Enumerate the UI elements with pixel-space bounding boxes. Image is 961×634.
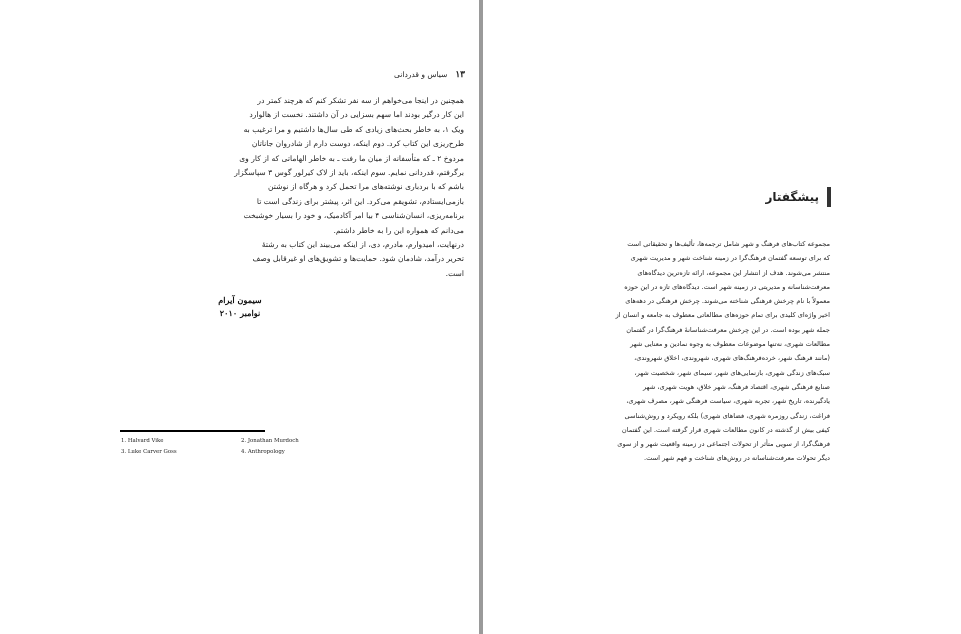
text-line: باشم که با بردباری نوشته‌های مرا تحمل کرد و هرگاه از نوشتن [268,182,464,192]
footnote: 3. Luke Carver Goss [121,449,177,455]
running-head-title: سیاس و قدردانی [394,70,448,79]
text-line: معمولاً با نام چرخش فرهنگی شناخته می‌شوند. چرخش فرهنگی در دهه‌های [625,297,830,306]
footnotes [121,436,361,458]
text-line: معرفت‌شناسانه و مدیریتی در زمینه شهر است. دیدگاه‌های تازه در این حوزه [624,282,830,291]
footnote: 2. Jonathan Murdoch [241,438,299,444]
text-line: جمله شهر بوده است. در این چرخش معرفت‌شناسانهٔ فرهنگ‌گرا در گفتمان [626,325,830,334]
author-name: سیمون آیرام [218,295,262,305]
text-line: دیگر تحولات معرفت‌شناسانه در روش‌های شناخت و فهم شهر است. [644,454,830,463]
text-line: مردوخ ۲ ـ که متأسفانه از میان ما رفت ـ به خاطر الهاماتی که از کار وی [239,153,464,163]
text-line: صنایع فرهنگی شهری، اقتصاد فرهنگ، شهر خلاق، هویت شهری، شهر [643,382,830,391]
text-line: فراغت، زندگی روزمره شهری، فضاهای شهری) بلکه رویکرد و روش‌شناسی [624,411,830,420]
text-line: مطالعات شهری، نه‌تنها موضوعات معطوف به وجوه نمادین و معنایی شهر [630,340,830,349]
text-line: برگرفتم، قدردانی نمایم. سوم اینکه، باید از لاک کیرلور گوس ۳ سپاسگزار [234,168,464,178]
text-line: اخیر واژه‌ای کلیدی برای تمام حوزه‌های مطالعاتی معطوف به جامعه و انسان از [615,311,830,320]
section-heading [765,187,831,207]
page-number: ۱۳ [455,70,465,80]
text-line: طرح‌ریزی این کتاب کرد. دوم اینکه، دوست دارم از شادروان جاناتان [251,139,464,149]
footnote: 1. Halvard Vike [121,438,164,444]
text-line: است. [445,268,464,278]
preface-text [608,237,830,466]
text-line: فرهنگ‌گرا، از سویی متأثر از تحولات اجتماعی در زمینه واقعیت شهر و از سوی [617,440,830,449]
footnote-divider [120,430,265,432]
text-line: منتشر می‌شوند. هدف از انتشار این مجموعه، ارائه تازه‌ترین دیدگاه‌های [637,268,830,277]
text-line: ویک ۱، به خاطر بحث‌های زیادی که طی سال‌ها داشتیم و مرا ترغیب به [243,124,464,134]
text-line: بازمی‌ایستادم، تشویقم می‌کرد. این اثر، پیشتر برای زندگی است تا [256,196,464,206]
footnote: 4. Anthropology [241,449,285,455]
text-line: می‌دانم که همواره این را به خاطر داشتم. [333,225,464,235]
text-line: (مانند فرهنگ شهر، خرده‌فرهنگ‌های شهری، شهروندی، اخلاق شهروندی، [634,354,830,363]
text-line: برنامه‌ریزی، انسان‌شناسی ۴ بیا امر آکادمیک، و خود را بسیار خوشبخت [243,211,464,221]
right-page [483,0,961,634]
paragraph [118,94,464,238]
acknowledgement-text [118,94,464,281]
left-page [0,0,479,634]
text-line: که برای توسعه گفتمان فرهنگ‌گرا در زمینه شناخت شهر و مدیریت شهری [630,254,830,263]
text-line: یادگیرنده، تاریخ شهر، تجربه شهری، سیاست فرهنگی شهر، مصرف شهری، [626,397,830,406]
running-head [120,70,465,80]
signature-block [118,294,362,320]
paragraph [118,238,464,281]
text-line: سبک‌های زندگی شهری، بازنمایی‌های شهر، سیمای شهر، شخصیت شهر، [634,368,830,377]
text-line: مجموعه کتاب‌های فرهنگ و شهر شامل ترجمه‌ها، تألیف‌ها و تحقیقاتی است [627,240,830,248]
text-line: این کار درگیر بودند اما سهم بسزایی در آن داشتند. نخست از هالوارد [249,110,464,120]
heading-text: پیشگفتار [765,190,819,204]
heading-accent-bar [827,187,831,207]
signature-date: نوامبر ۲۰۱۰ [219,308,261,318]
text-line: تحریر درآمد، شادمان شود. حمایت‌ها و تشویق‌های او غیرقابل وصف [252,254,464,264]
text-line: درنهایت، امیدوارم، مادرم، دی، از اینکه می‌بیند این کتاب به رشتهٔ [261,240,464,250]
text-line: همچنین در اینجا می‌خواهم از سه نفر تشکر کنم که هرچند کمتر در [257,96,464,105]
text-line: کیفی بیش از گذشته در کانون مطالعات شهری قرار گرفته است. این گفتمان [621,425,830,434]
